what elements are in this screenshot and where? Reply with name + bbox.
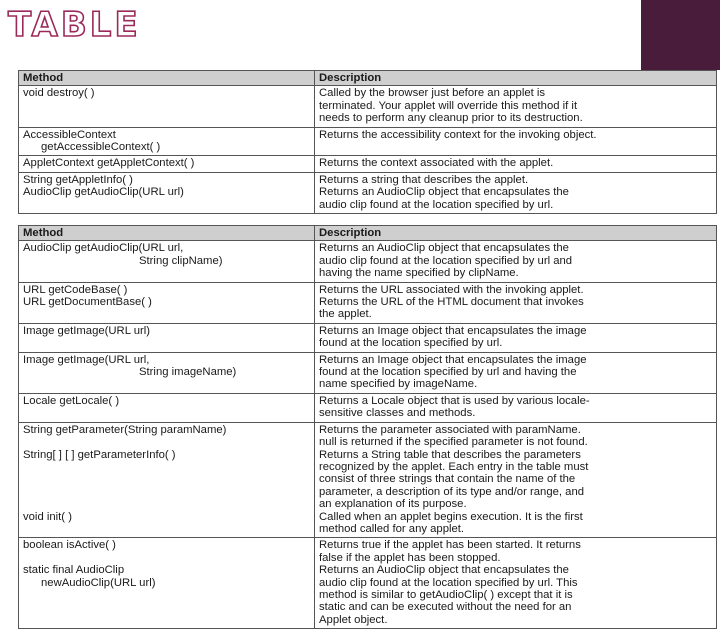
description-cell [315, 323, 717, 352]
method-line: AudioClip getAudioClip(URL url, [23, 242, 184, 255]
table-row [19, 86, 717, 127]
description-line: Called when an applet begins execution. It is the first [319, 510, 583, 523]
table-row [19, 538, 717, 629]
method-line [23, 461, 310, 473]
method-line: String clipName) [139, 254, 223, 267]
method-cell [19, 86, 315, 127]
method-cell [19, 538, 315, 629]
description-cell [315, 241, 717, 282]
description-line: Returns a String table that describes the parameters [319, 448, 581, 461]
slide-title: TABLE [8, 5, 141, 45]
description-cell [315, 156, 717, 172]
description-line: Returns true if the applet has been started. It returns [319, 539, 581, 552]
method-line: getAccessibleContext( ) [41, 141, 161, 154]
description-cell [315, 352, 717, 393]
header-method: Method [19, 226, 315, 241]
method-line: String imageName) [139, 366, 237, 379]
description-line: Returns an Image object that encapsulates the image [319, 324, 587, 337]
method-line: AppletContext getAppletContext( ) [23, 157, 195, 170]
description-line: false if the applet has been stopped. [319, 551, 501, 564]
description-line: sensitive classes and methods. [319, 407, 476, 420]
header-description: Description [315, 71, 717, 86]
method-cell [19, 127, 315, 156]
description-line: terminated. Your applet will override this method if it [319, 99, 578, 112]
method-line: AccessibleContext [23, 128, 116, 141]
description-cell [315, 393, 717, 422]
method-cell [19, 393, 315, 422]
method-line [23, 498, 310, 510]
method-line: URL getDocumentBase( ) [23, 296, 152, 309]
method-line: boolean isActive( ) [23, 539, 116, 552]
description-line: Returns an AudioClip object that encapsulates the [319, 564, 569, 577]
description-cell [315, 172, 717, 213]
method-line: static final AudioClip [23, 564, 125, 577]
table-row [19, 282, 717, 323]
method-line: Image getImage(URL url) [23, 324, 151, 337]
description-line: consist of three strings that contain the name of the [319, 473, 576, 486]
description-line: Returns the URL associated with the invoking applet. [319, 283, 584, 296]
method-line: AudioClip getAudioClip(URL url) [23, 186, 184, 199]
method-line: Image getImage(URL url, [23, 353, 150, 366]
description-line: name specified by imageName. [319, 378, 478, 391]
description-line: found at the location specified by url. [319, 337, 503, 350]
table-header-row [19, 71, 717, 86]
description-line: Returns a Locale object that is used by various locale- [319, 394, 590, 407]
table-header-row [19, 226, 717, 241]
description-line: recognized by the applet. Each entry in the table must [319, 460, 589, 473]
description-cell [315, 538, 717, 629]
description-cell [315, 282, 717, 323]
description-line: audio clip found at the location specified by url. This [319, 576, 578, 589]
description-line: Returns the accessibility context for the invoking object. [319, 128, 597, 141]
method-line [23, 473, 310, 485]
description-cell [315, 422, 717, 538]
description-line: audio clip found at the location specified by url and [319, 254, 573, 267]
header-method: Method [19, 71, 315, 86]
methods-table-2 [18, 225, 717, 629]
method-line: void destroy( ) [23, 87, 95, 100]
description-line: found at the location specified by url and having the [319, 366, 577, 379]
method-line: void init( ) [23, 510, 72, 523]
method-cell [19, 172, 315, 213]
description-line: static and can be executed without the need for an [319, 601, 572, 614]
corner-accent-block [641, 0, 720, 70]
description-line: audio clip found at the location specified by url. [319, 198, 554, 211]
table-row [19, 393, 717, 422]
method-cell [19, 422, 315, 538]
method-line: String[ ] [ ] getParameterInfo( ) [23, 448, 176, 461]
table-row [19, 422, 717, 538]
method-line: newAudioClip(URL url) [41, 576, 156, 589]
method-line: URL getCodeBase( ) [23, 283, 128, 296]
description-line: method is similar to getAudioClip( ) except that it is [319, 588, 573, 601]
description-line: the applet. [319, 308, 372, 321]
description-line: method called for any applet. [319, 522, 465, 535]
description-line: Returns the parameter associated with paramName. [319, 423, 581, 436]
method-cell [19, 156, 315, 172]
description-line: Returns an AudioClip object that encapsulates the [319, 186, 569, 199]
method-line [23, 486, 310, 498]
description-line: Applet object. [319, 613, 388, 626]
description-line: Returns the context associated with the applet. [319, 157, 554, 170]
method-cell [19, 241, 315, 282]
description-line: null is returned if the specified parameter is not found. [319, 436, 588, 449]
table-row [19, 127, 717, 156]
description-line: an explanation of its purpose. [319, 498, 467, 511]
description-cell [315, 86, 717, 127]
description-line: Returns the URL of the HTML document that invokes [319, 296, 584, 309]
description-cell [315, 127, 717, 156]
method-cell [19, 282, 315, 323]
table-row [19, 156, 717, 172]
method-line: String getAppletInfo( ) [23, 173, 133, 186]
table-row [19, 352, 717, 393]
method-line: Locale getLocale( ) [23, 394, 120, 407]
description-line: Returns an AudioClip object that encapsulates the [319, 242, 569, 255]
method-cell [19, 352, 315, 393]
description-line: Returns a string that describes the applet. [319, 173, 529, 186]
method-cell [19, 323, 315, 352]
description-line: parameter, a description of its type and/or range, and [319, 485, 585, 498]
method-line [23, 552, 310, 564]
method-line: String getParameter(String paramName) [23, 423, 227, 436]
header-description: Description [315, 226, 717, 241]
description-line: having the name specified by clipName. [319, 267, 519, 280]
description-line: Returns an Image object that encapsulates the image [319, 353, 587, 366]
description-line: needs to perform any cleanup prior to its destruction. [319, 112, 583, 125]
table-row [19, 241, 717, 282]
method-line [23, 436, 310, 448]
table-row [19, 172, 717, 213]
table-row [19, 323, 717, 352]
description-line: Called by the browser just before an applet is [319, 87, 546, 100]
methods-table-1 [18, 70, 717, 214]
